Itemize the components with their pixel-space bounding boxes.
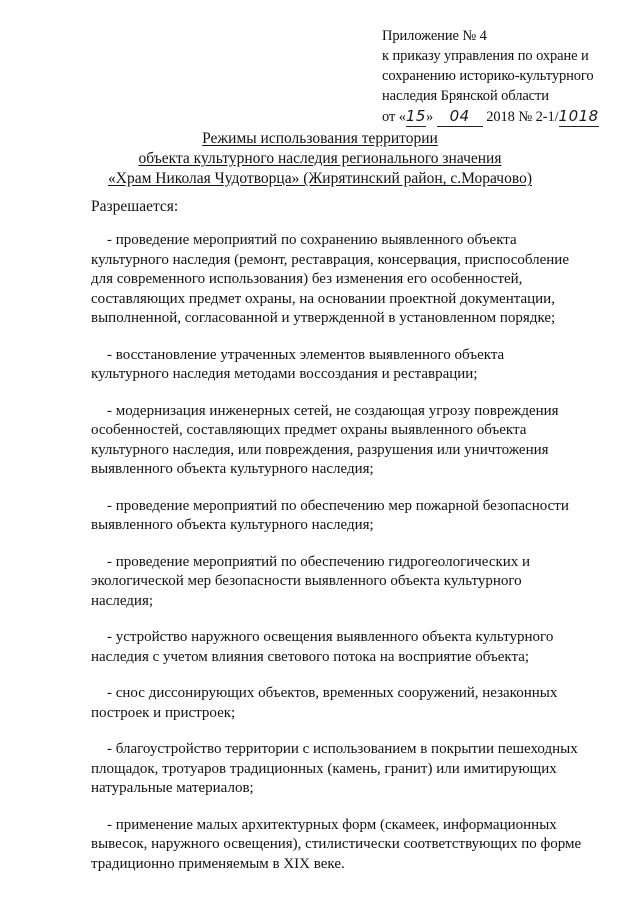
list-item xyxy=(91,553,591,612)
title-line: «Храм Николая Чудотворца» (Жирятинский район, с.Морачово) xyxy=(108,170,532,187)
list-item-line: культурного наследия, или повреждения, разрушения или уничтожения xyxy=(91,441,549,458)
list-item-line: построек и пристроек; xyxy=(91,704,236,721)
list-item-line: выявленного объекта культурного наследия; xyxy=(91,461,374,477)
list-item xyxy=(91,497,591,536)
list-item-line: - проведение мероприятий по обеспечению гидрогеологических и xyxy=(107,553,531,570)
list-item-line: натуральные материалов; xyxy=(91,780,254,796)
title-line: Режимы использования территории xyxy=(202,130,438,147)
list-item-line: составляющих предмет охраны, на основании проектной документации, xyxy=(91,290,555,307)
date-day: 15 xyxy=(405,107,426,125)
list-item-line: - проведение мероприятий по обеспечению мер пожарной безопасности xyxy=(107,497,569,514)
list-item xyxy=(91,628,591,667)
list-item xyxy=(91,231,591,329)
list-item xyxy=(91,816,591,875)
list-item-line: экологической мер безопасности выявленного объекта культурного xyxy=(91,573,522,589)
list-item-line: наследия с учетом влияния светового потока на восприятие объекта; xyxy=(91,648,530,665)
list-item-line: - применение малых архитектурных форм (скамеек, информационных xyxy=(107,816,557,833)
appendix-line: Приложение № 4 xyxy=(382,28,487,44)
appendix-line: сохранению историко-культурного xyxy=(382,68,594,84)
list-item xyxy=(91,740,591,799)
list-item-line: выявленного объекта культурного наследия; xyxy=(91,517,374,533)
intro-text: Разрешается: xyxy=(91,198,179,215)
document-title xyxy=(60,129,580,189)
date-prefix: от « xyxy=(382,109,406,125)
list-item-line: - снос диссонирующих объектов, временных сооружений, незаконных xyxy=(107,685,558,701)
list-item xyxy=(91,346,591,385)
list-item-line: особенностей, составляющих предмет охраны выявленного объекта xyxy=(91,422,527,438)
list-item-line: - проведение мероприятий по сохранению выявленного объекта xyxy=(107,232,517,248)
list-item-line: для современного использования) без изменения его особенностей, xyxy=(91,271,523,287)
list-item-line: вывесок, наружного освещения), стилистически соответствующих по форме xyxy=(91,836,582,852)
date-year-num: 2018 № 2-1/ xyxy=(486,109,559,125)
list-item-line: - устройство наружного освещения выявленного объекта культурного xyxy=(107,629,554,645)
date-mid: » xyxy=(425,109,434,125)
list-item-line: традиционно применяемым в XIX веке. xyxy=(91,855,345,872)
list-item-line: выполненной, согласованной и утвержденной в установленном порядке; xyxy=(91,310,556,326)
list-item-line: культурного наследия методами воссоздания и реставрации; xyxy=(91,366,478,382)
list-item-line: площадок, тротуаров традиционных (камень, гранит) или имитирующих xyxy=(91,760,557,777)
list-item xyxy=(91,684,591,723)
date-month: 04 xyxy=(437,106,483,127)
permitted-list xyxy=(91,231,591,891)
list-item xyxy=(91,402,591,480)
order-number: 1018 xyxy=(558,107,599,125)
appendix-date-line xyxy=(382,106,599,127)
list-item-line: - восстановление утраченных элементов выявленного объекта xyxy=(107,346,505,363)
list-item-line: культурного наследия (ремонт, реставрация, консервация, приспособление xyxy=(91,251,569,268)
appendix-block xyxy=(382,26,599,127)
appendix-line: к приказу управления по охране и xyxy=(382,48,589,64)
list-item-line: - благоустройство территории с использованием в покрытии пешеходных xyxy=(107,741,578,757)
title-line: объекта культурного наследия регионального значения xyxy=(138,150,502,167)
appendix-line: наследия Брянской области xyxy=(382,88,549,104)
list-item-line: наследия; xyxy=(91,592,154,609)
list-item-line: - модернизация инженерных сетей, не создающая угрозу повреждения xyxy=(107,402,559,419)
